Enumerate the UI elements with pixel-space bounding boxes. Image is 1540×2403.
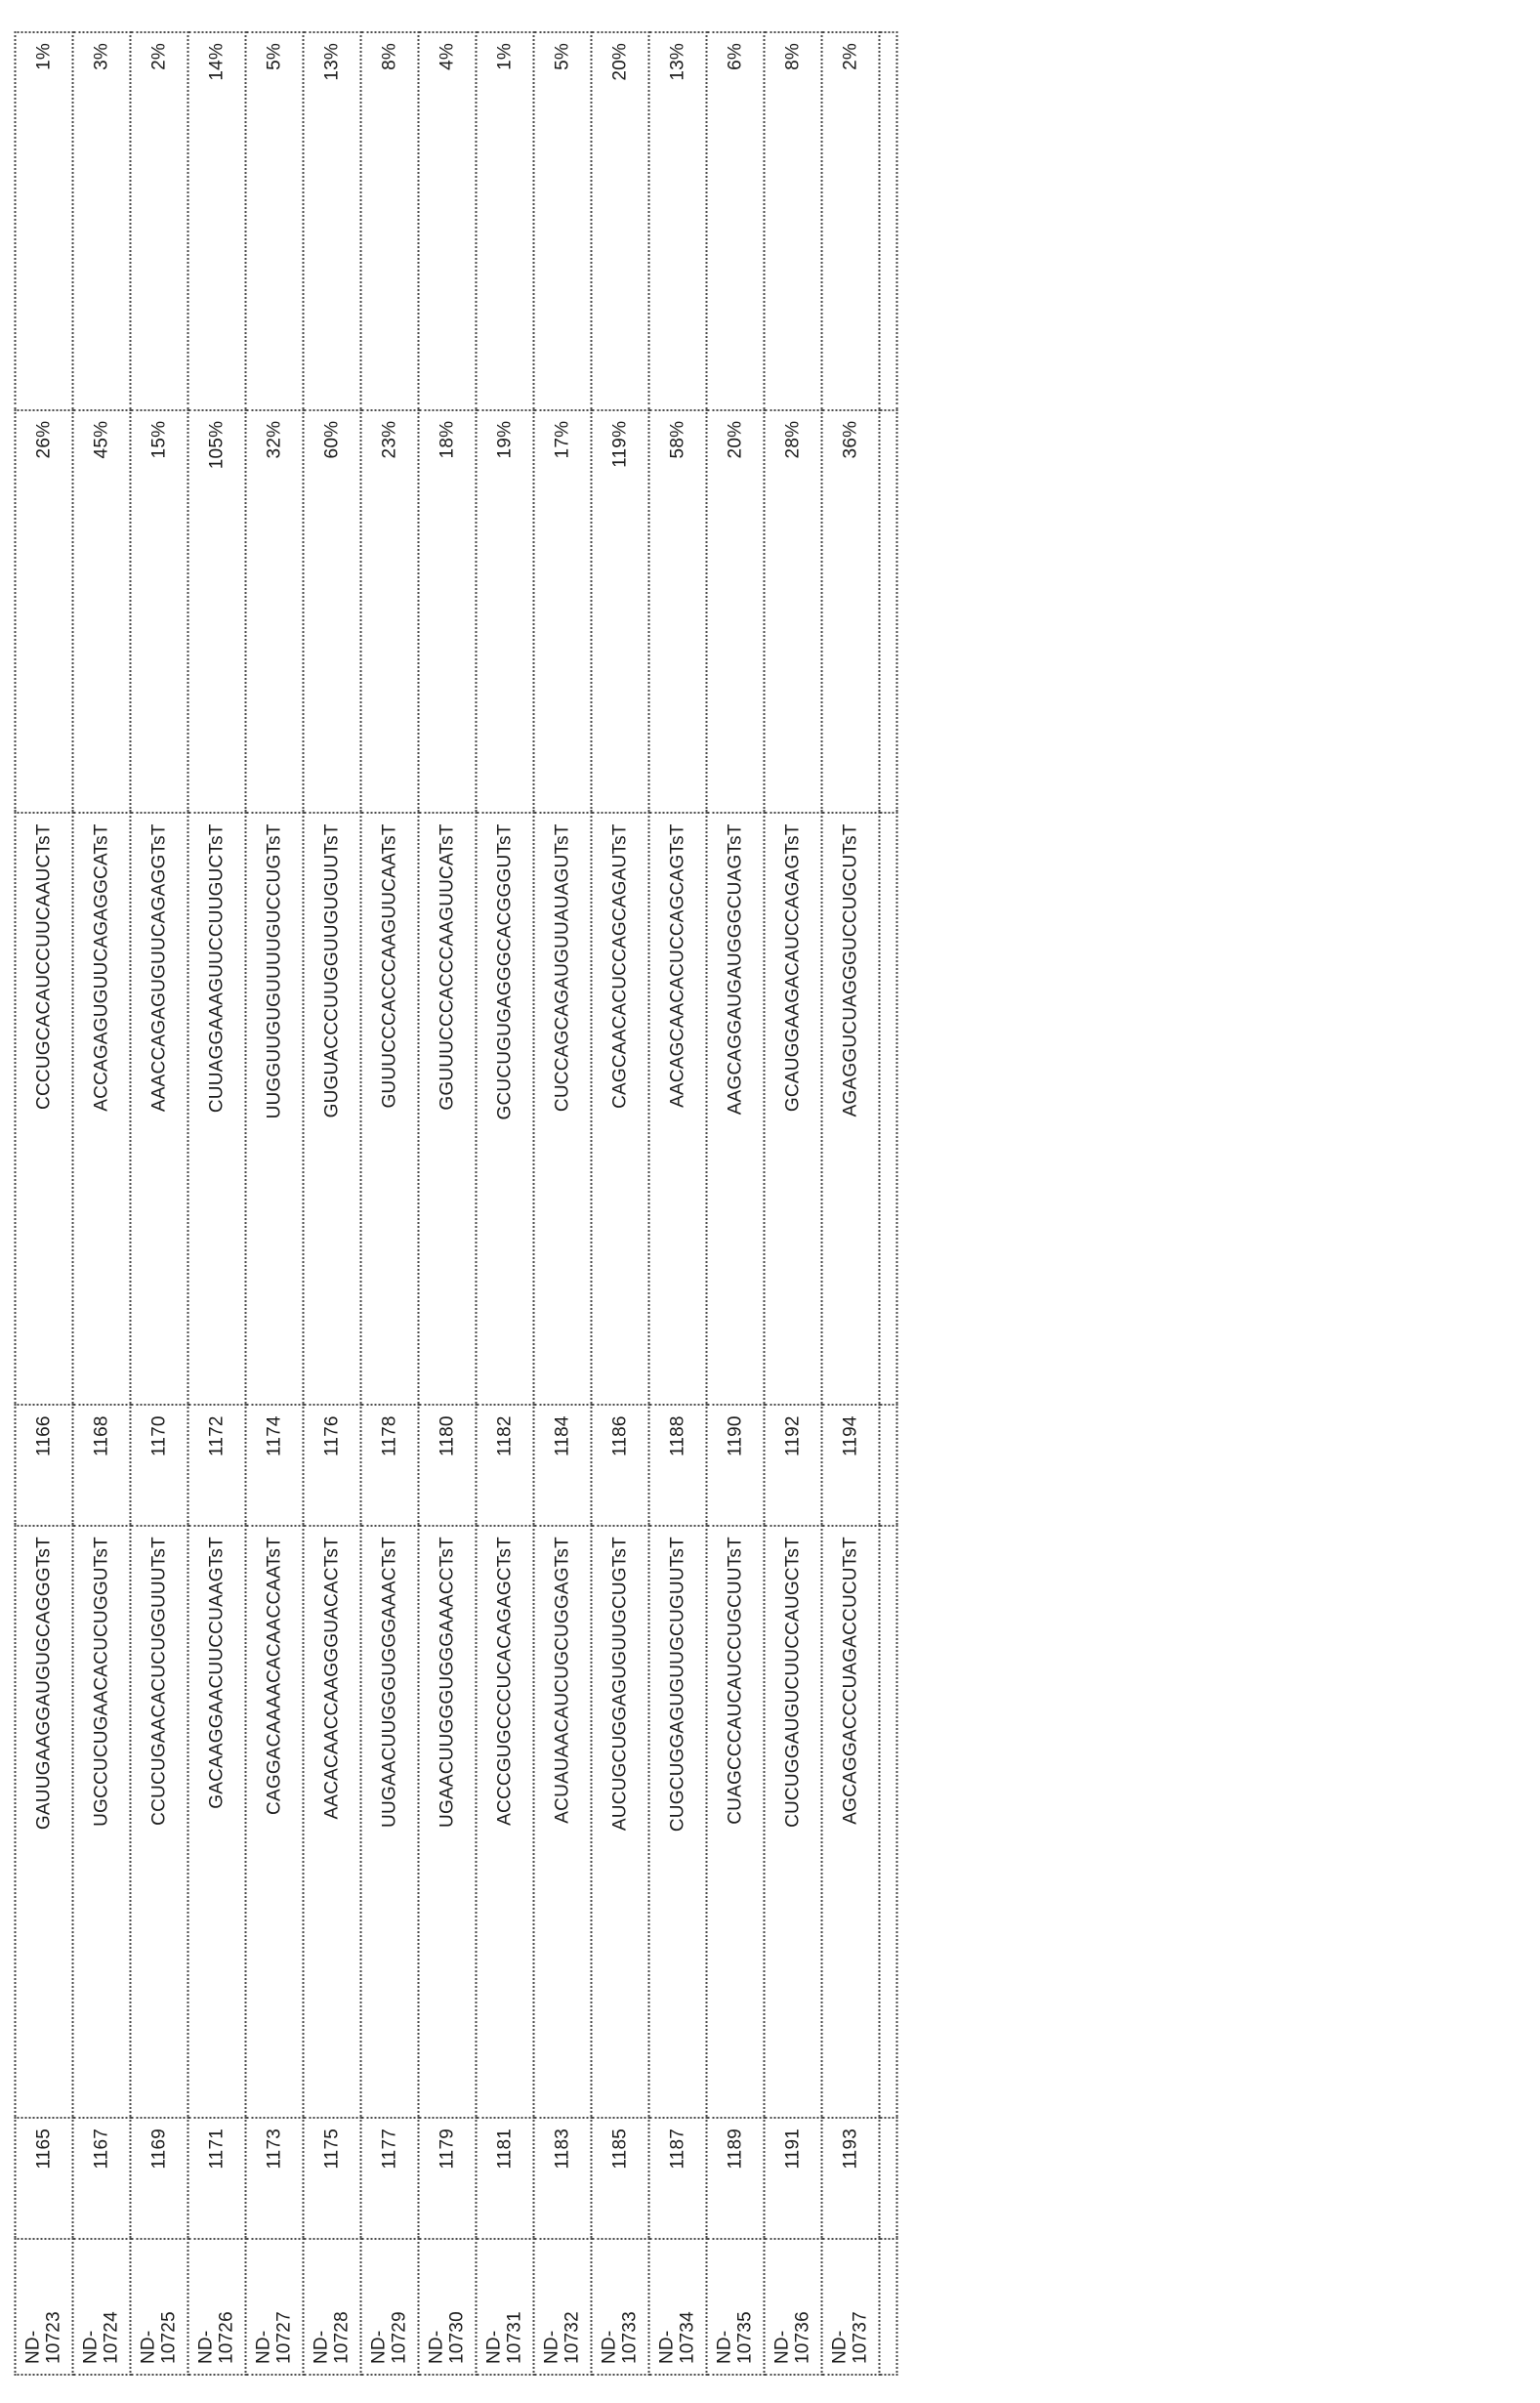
table-row	[533, 32, 591, 2375]
percent-2: 13%	[303, 32, 360, 410]
row-id-number: 10723	[42, 2311, 63, 2364]
sequence-2: CUUAGGAAAGUUCCUUGUCTsT	[187, 813, 245, 1405]
sequence-2: GCAUGGAAGACAUCCAGAGTsT	[764, 813, 821, 1405]
row-id-prefix: ND-	[483, 2330, 505, 2364]
seq-number-2: 1186	[591, 1405, 648, 1526]
row-id-cell	[130, 2239, 187, 2375]
table-row	[72, 32, 130, 2375]
percent-1: 60%	[303, 410, 360, 814]
seq-number-1	[879, 2118, 896, 2239]
sequence-1: AGCAGGACCCUAGACCUCUTsT	[821, 1526, 879, 2118]
percent-2: 1%	[476, 32, 533, 410]
sequence-2: GUGUACCCUUGGUUGUGUUTsT	[303, 813, 360, 1405]
sequence-2: ACCAGAGUGUUCAGAGGCATsT	[72, 813, 130, 1405]
percent-2: 6%	[706, 32, 764, 410]
seq-number-2: 1194	[821, 1405, 879, 1526]
sequence-2: CCCUGCACAUCCUUCAAUCTsT	[15, 813, 72, 1405]
row-id-number: 10729	[388, 2311, 409, 2364]
percent-2: 2%	[130, 32, 187, 410]
sequence-2	[879, 813, 896, 1405]
seq-number-2: 1170	[130, 1405, 187, 1526]
percent-2: 4%	[418, 32, 476, 410]
table-row	[879, 32, 896, 2375]
row-id-prefix: ND-	[368, 2330, 390, 2364]
sequence-1: CUCUGGAUGUCUUCCAUGCTsT	[764, 1526, 821, 2118]
row-id-cell	[706, 2239, 764, 2375]
table-row	[130, 32, 187, 2375]
table-row	[591, 32, 648, 2375]
sequence-2: GCUCUGUGAGGGCACGGGUTsT	[476, 813, 533, 1405]
row-id-number: 10735	[733, 2311, 755, 2364]
sequence-1: UGAACUUGGGUGGGAAACCTsT	[418, 1526, 476, 2118]
row-id-number: 10733	[618, 2311, 640, 2364]
seq-number-2: 1180	[418, 1405, 476, 1526]
row-id-number: 10736	[791, 2311, 812, 2364]
table-row	[303, 32, 360, 2375]
seq-number-1: 1167	[72, 2118, 130, 2239]
percent-2: 8%	[360, 32, 418, 410]
table-row	[418, 32, 476, 2375]
sequence-1	[879, 1526, 896, 2118]
seq-number-1: 1169	[130, 2118, 187, 2239]
row-id-prefix: ND-	[541, 2330, 562, 2364]
sequence-2: CAGCAACACUCCAGCAGAUTsT	[591, 813, 648, 1405]
sequence-1: CUAGCCCAUCAUCCUGCUUTsT	[706, 1526, 764, 2118]
sequence-1: CAGGACAAAACACAACCAATsT	[245, 1526, 303, 2118]
table-row	[360, 32, 418, 2375]
row-id-number: 10731	[503, 2311, 524, 2364]
row-id-cell	[533, 2239, 591, 2375]
table-row	[648, 32, 706, 2375]
row-id-number: 10724	[100, 2311, 121, 2364]
sequence-1: ACUAUAACAUCUGCUGGAGTsT	[533, 1526, 591, 2118]
sequence-1: UGCCUCUGAACACUCUGGUTsT	[72, 1526, 130, 2118]
row-id-cell	[879, 2239, 896, 2375]
sequence-2: AAGCAGGAUGAUGGGCUAGTsT	[706, 813, 764, 1405]
row-id-prefix: ND-	[311, 2330, 332, 2364]
table-row	[187, 32, 245, 2375]
row-id-cell	[648, 2239, 706, 2375]
seq-number-1: 1189	[706, 2118, 764, 2239]
percent-1: 36%	[821, 410, 879, 814]
percent-1: 15%	[130, 410, 187, 814]
sequence-2: CUCCAGCAGAUGUUAUAGUTsT	[533, 813, 591, 1405]
table-row	[821, 32, 879, 2375]
sequence-2: AGAGGUCUAGGGUCCUGCUTsT	[821, 813, 879, 1405]
sequence-2: UUGGUUGUGUUUUGUCCUGTsT	[245, 813, 303, 1405]
seq-number-1: 1173	[245, 2118, 303, 2239]
table-body	[15, 32, 896, 2375]
seq-number-1: 1187	[648, 2118, 706, 2239]
row-id-number: 10734	[676, 2311, 697, 2364]
percent-1: 26%	[15, 410, 72, 814]
percent-2: 8%	[764, 32, 821, 410]
table-row	[245, 32, 303, 2375]
seq-number-2: 1192	[764, 1405, 821, 1526]
table-row	[476, 32, 533, 2375]
seq-number-1: 1181	[476, 2118, 533, 2239]
row-id-number: 10728	[330, 2311, 352, 2364]
sequence-2: GGUUUCCCACCCAAGUUCATsT	[418, 813, 476, 1405]
percent-1: 23%	[360, 410, 418, 814]
row-id-cell	[187, 2239, 245, 2375]
table-row	[706, 32, 764, 2375]
row-id-prefix: ND-	[829, 2330, 851, 2364]
row-id-cell	[821, 2239, 879, 2375]
seq-number-2: 1168	[72, 1405, 130, 1526]
percent-2	[879, 32, 896, 410]
percent-2: 20%	[591, 32, 648, 410]
seq-number-2: 1182	[476, 1405, 533, 1526]
row-id-number: 10732	[561, 2311, 582, 2364]
seq-number-2: 1172	[187, 1405, 245, 1526]
seq-number-2: 1184	[533, 1405, 591, 1526]
percent-1: 28%	[764, 410, 821, 814]
percent-1: 18%	[418, 410, 476, 814]
row-id-cell	[72, 2239, 130, 2375]
sequence-1: UUGAACUUGGGUGGGAAACTsT	[360, 1526, 418, 2118]
seq-number-2: 1188	[648, 1405, 706, 1526]
sequence-1: AUCUGCUGGAGUGUUGCUGTsT	[591, 1526, 648, 2118]
seq-number-1: 1179	[418, 2118, 476, 2239]
seq-number-1: 1171	[187, 2118, 245, 2239]
sequence-2: AACAGCAACACUCCAGCAGTsT	[648, 813, 706, 1405]
row-id-cell	[764, 2239, 821, 2375]
percent-1: 32%	[245, 410, 303, 814]
percent-2: 5%	[245, 32, 303, 410]
seq-number-1: 1165	[15, 2118, 72, 2239]
seq-number-2: 1190	[706, 1405, 764, 1526]
percent-2: 3%	[72, 32, 130, 410]
row-id-cell	[303, 2239, 360, 2375]
row-id-number: 10726	[215, 2311, 236, 2364]
table-row	[15, 32, 72, 2375]
percent-1: 119%	[591, 410, 648, 814]
seq-number-1: 1193	[821, 2118, 879, 2239]
seq-number-1: 1177	[360, 2118, 418, 2239]
row-id-prefix: ND-	[426, 2330, 447, 2364]
percent-1: 20%	[706, 410, 764, 814]
row-id-prefix: ND-	[195, 2330, 217, 2364]
row-id-prefix: ND-	[599, 2330, 620, 2364]
seq-number-1: 1185	[591, 2118, 648, 2239]
row-id-prefix: ND-	[80, 2330, 102, 2364]
sequence-1: CCUCUGAACACUCUGGUUUTsT	[130, 1526, 187, 2118]
percent-1: 105%	[187, 410, 245, 814]
seq-number-2: 1174	[245, 1405, 303, 1526]
row-id-cell	[360, 2239, 418, 2375]
sequence-2: GUUUCCCACCCAAGUUCAATsT	[360, 813, 418, 1405]
sequence-1: AACACAACCAAGGGUACACTsT	[303, 1526, 360, 2118]
table-row	[764, 32, 821, 2375]
percent-2: 2%	[821, 32, 879, 410]
row-id-cell	[418, 2239, 476, 2375]
row-id-number: 10737	[849, 2311, 870, 2364]
percent-2: 13%	[648, 32, 706, 410]
row-id-prefix: ND-	[714, 2330, 735, 2364]
row-id-number: 10730	[445, 2311, 467, 2364]
percent-1: 45%	[72, 410, 130, 814]
percent-1: 17%	[533, 410, 591, 814]
percent-2: 14%	[187, 32, 245, 410]
row-id-cell	[245, 2239, 303, 2375]
percent-1	[879, 410, 896, 814]
row-id-prefix: ND-	[138, 2330, 159, 2364]
row-id-prefix: ND-	[771, 2330, 793, 2364]
row-id-prefix: ND-	[253, 2330, 274, 2364]
sequence-2: AAACCAGAGUGUUCAGAGGTsT	[130, 813, 187, 1405]
percent-2: 1%	[15, 32, 72, 410]
percent-2: 5%	[533, 32, 591, 410]
row-id-number: 10727	[272, 2311, 294, 2364]
seq-number-2	[879, 1405, 896, 1526]
row-id-prefix: ND-	[656, 2330, 678, 2364]
seq-number-1: 1191	[764, 2118, 821, 2239]
row-id-cell	[476, 2239, 533, 2375]
row-id-cell	[591, 2239, 648, 2375]
seq-number-1: 1183	[533, 2118, 591, 2239]
sequence-listing-table	[14, 31, 897, 2376]
row-id-prefix: ND-	[22, 2330, 43, 2364]
percent-1: 19%	[476, 410, 533, 814]
seq-number-2: 1178	[360, 1405, 418, 1526]
sequence-1: GAUUGAAGGAUGUGCAGGGTsT	[15, 1526, 72, 2118]
row-id-cell	[15, 2239, 72, 2375]
sequence-1: GACAAGGAACUUCCUAAGTsT	[187, 1526, 245, 2118]
percent-1: 58%	[648, 410, 706, 814]
row-id-number: 10725	[157, 2311, 179, 2364]
sequence-1: CUGCUGGAGUGUUGCUGUUTsT	[648, 1526, 706, 2118]
seq-number-2: 1166	[15, 1405, 72, 1526]
seq-number-2: 1176	[303, 1405, 360, 1526]
sequence-1: ACCCGUGCCCUCACAGAGCTsT	[476, 1526, 533, 2118]
seq-number-1: 1175	[303, 2118, 360, 2239]
